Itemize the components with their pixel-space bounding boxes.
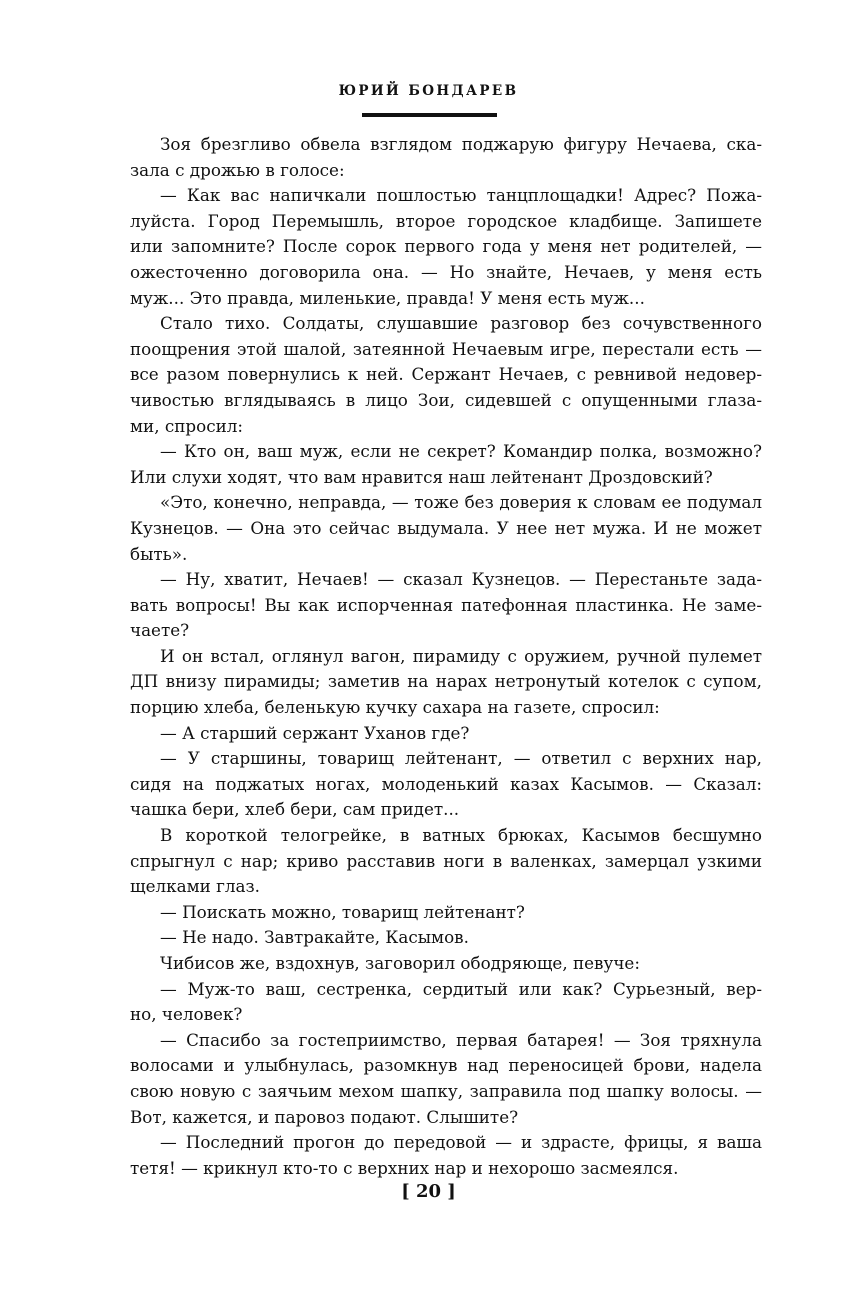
text-line: — У старшины, товарищ лейтенант, — ответил с верхних нар,: [160, 748, 762, 769]
text-line: — А старший сержант Уханов где?: [160, 722, 470, 743]
text-line: — Последний прогон до передовой — и здрасте, фрицы, я ваша: [160, 1132, 762, 1153]
text-line: — Поискать можно, товарищ лейтенант?: [160, 901, 525, 922]
body-text: [130, 132, 762, 1181]
text-line: муж... Это правда, миленькие, правда! У меня есть муж...: [130, 287, 645, 308]
text-line: Стало тихо. Солдаты, слушавшие разговор без сочувственного: [160, 313, 762, 334]
text-line: — Спасибо за гостеприимство, первая батарея! — Зоя тряхнула: [160, 1029, 762, 1050]
text-line: ми, спросил:: [130, 415, 244, 436]
text-line: щелками глаз.: [130, 876, 260, 897]
paragraph: [130, 132, 762, 183]
paragraph: [130, 900, 762, 926]
text-line: Кузнецов. — Она это сейчас выдумала. У нее нет мужа. И не может: [130, 517, 762, 538]
text-line: но, человек?: [130, 1004, 243, 1025]
text-line: В короткой телогрейке, в ватных брюках, Касымов бесшумно: [160, 825, 762, 846]
text-line: волосами и улыбнулась, разомкнув над переносицей брови, надела: [130, 1055, 762, 1076]
text-line: ожесточенно договорила она. — Но знайте, Нечаев, у меня есть: [130, 261, 762, 282]
paragraph: [130, 823, 762, 900]
paragraph: [130, 311, 762, 439]
paragraph: [130, 183, 762, 311]
paragraph: [130, 721, 762, 747]
text-line: поощрения этой шалой, затеянной Нечаевым игре, перестали есть —: [130, 338, 762, 359]
text-line: спрыгнул с нар; криво расставив ноги в валенках, замерцал узкими: [130, 850, 762, 871]
running-head: ЮРИЙ БОНДАРЕВ: [338, 83, 519, 99]
paragraph: [130, 977, 762, 1028]
paragraph: [130, 567, 762, 644]
text-line: Зоя брезгливо обвела взглядом поджарую фигуру Нечаева, ска-: [160, 134, 762, 154]
text-line: луйста. Город Перемышль, второе городское кладбище. Запишете: [130, 210, 762, 231]
text-line: — Как вас напичкали пошлостью танцплощадки! Адрес? Пожа-: [160, 185, 762, 206]
text-line: все разом повернулись к ней. Сержант Нечаев, с ревнивой недовер-: [130, 364, 762, 385]
text-line: сидя на поджатых ногах, молоденький казах Касымов. — Сказал:: [130, 773, 762, 794]
text-line: ДП внизу пирамиды; заметив на нарах нетронутый котелок с супом,: [130, 671, 762, 692]
text-line: — Кто он, ваш муж, если не секрет? Командир полка, возможно?: [160, 441, 762, 462]
text-line: зала с дрожью в голосе:: [130, 159, 345, 180]
paragraph: [130, 490, 762, 567]
text-line: порцию хлеба, беленькую кучку сахара на газете, спросил:: [130, 697, 660, 718]
page-number: [ 20 ]: [401, 1181, 456, 1202]
text-line: «Это, конечно, неправда, — тоже без доверия к словам ее подумал: [160, 492, 762, 513]
text-line: чаете?: [130, 620, 190, 641]
paragraph: [130, 746, 762, 823]
text-line: Вот, кажется, и паровоз подают. Слышите?: [130, 1106, 519, 1127]
paragraph: [130, 439, 762, 490]
text-line: свою новую с заячьим мехом шапку, заправила под шапку волосы. —: [130, 1080, 762, 1101]
text-line: чивостью вглядываясь в лицо Зои, сидевшей с опущенными глаза-: [130, 389, 762, 410]
paragraph: [130, 1028, 762, 1130]
paragraph: [130, 951, 762, 977]
text-line: тетя! — крикнул кто-то с верхних нар и нехорошо засмеялся.: [130, 1157, 679, 1178]
text-line: Или слухи ходят, что вам нравится наш лейтенант Дроздовский?: [130, 466, 713, 487]
paragraph: [130, 1130, 762, 1181]
header-rule: [362, 113, 497, 117]
text-line: Чибисов же, вздохнув, заговорил ободряюще, певуче:: [160, 953, 640, 973]
text-line: чашка бери, хлеб бери, сам придет...: [130, 799, 460, 820]
text-line: или запомните? После сорок первого года у меня нет родителей, —: [130, 236, 762, 257]
text-line: — Ну, хватит, Нечаев! — сказал Кузнецов. — Перестаньте зада-: [160, 569, 762, 590]
text-line: — Муж-то ваш, сестренка, сердитый или как? Сурьезный, вер-: [160, 978, 762, 999]
text-line: вать вопросы! Вы как испорченная патефонная пластинка. Не заме-: [130, 594, 762, 615]
paragraph: [130, 644, 762, 721]
text-line: быть».: [130, 543, 188, 564]
text-line: И он встал, оглянул вагон, пирамиду с оружием, ручной пулемет: [160, 645, 762, 666]
paragraph: [130, 925, 762, 951]
text-line: — Не надо. Завтракайте, Касымов.: [160, 927, 469, 948]
